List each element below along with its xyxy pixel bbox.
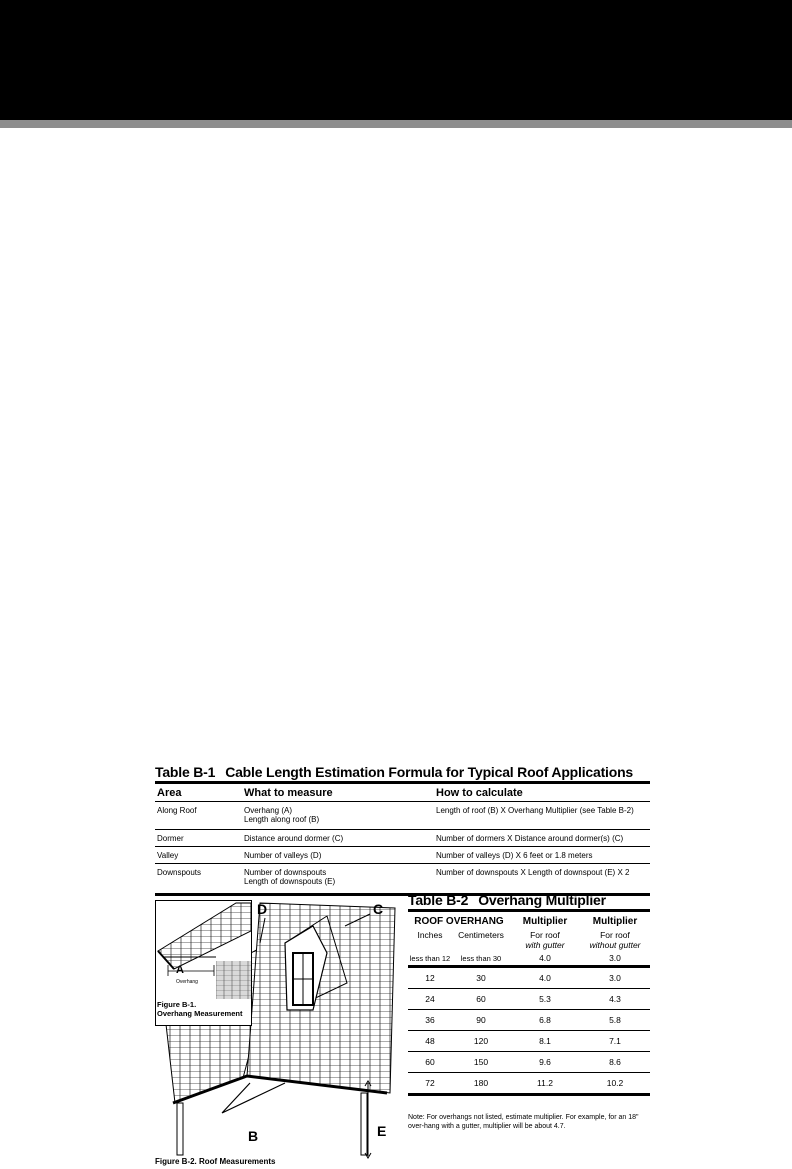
- table-cell: 4.3: [609, 994, 621, 1004]
- table-cell: 60: [425, 1057, 435, 1067]
- downspout-left: [177, 1103, 183, 1155]
- table-cell: 150: [473, 1057, 489, 1067]
- table-cell-line: Number of downspouts: [244, 868, 327, 877]
- label-c: C: [373, 901, 384, 917]
- table-row: [155, 864, 650, 893]
- header-line: For roof: [600, 930, 630, 940]
- table-cell: 7.1: [609, 1036, 621, 1046]
- table-cell: 5.8: [609, 1015, 621, 1025]
- table-cell-line: Overhang (A): [244, 806, 293, 815]
- header-black-band: [0, 0, 792, 120]
- header-line-italic: without gutter: [589, 940, 641, 950]
- table-b2-note: Note: For overhangs not listed, estimate multiplier. For example, for an 18" over-hang with a gutter, multiplier will be about 4.7.: [408, 1114, 639, 1130]
- label-a: A: [176, 964, 184, 976]
- table-cell-measure: [244, 868, 436, 890]
- table-b2-subheader: [408, 927, 650, 950]
- table-row: [408, 1031, 650, 1051]
- col-inches-header: Inches: [417, 930, 443, 940]
- figure-b1-caption-line: Overhang Measurement: [157, 1009, 243, 1018]
- table-row: [155, 847, 650, 863]
- table-cell: 3.0: [609, 973, 621, 983]
- downspout-right: [361, 1093, 367, 1155]
- header-gray-stripe: [0, 120, 792, 128]
- table-cell: 90: [476, 1015, 486, 1025]
- table-b1-header-measure: What to measure: [244, 787, 333, 799]
- table-b2-title-text: Overhang Multiplier: [478, 892, 606, 908]
- table-b2-title: [408, 892, 606, 908]
- inset-roof: [158, 903, 251, 969]
- table-row: [408, 1010, 650, 1030]
- table-cell: 180: [473, 1078, 489, 1088]
- table-row: [408, 968, 650, 988]
- table-cell: 24: [425, 994, 435, 1004]
- table-cell: 72: [425, 1078, 435, 1088]
- table-cell: 10.2: [606, 1078, 624, 1088]
- table-row: [155, 830, 650, 846]
- label-e: E: [377, 1123, 387, 1139]
- table-cell: 120: [473, 1036, 489, 1046]
- table-cell-calc: Length of roof (B) X Overhang Multiplier (see Table B-2): [436, 806, 634, 815]
- table-cell-measure: Distance around dormer (C): [244, 834, 344, 843]
- header-line-italic: with gutter: [525, 940, 565, 950]
- table-cell: 8.6: [609, 1057, 621, 1067]
- brick-wall: [216, 961, 251, 999]
- table-cell-line: Length of downspouts (E): [244, 877, 336, 886]
- table-cell-area: Downspouts: [157, 868, 202, 877]
- table-cell: 4.0: [539, 953, 551, 963]
- figure-b2-caption: Figure B-2. Roof Measurements: [155, 1157, 276, 1166]
- table-b1-header-calc: How to calculate: [436, 787, 523, 799]
- multiplier-header-2: Multiplier: [592, 916, 638, 927]
- table-b1-header-area: Area: [157, 787, 182, 799]
- table-cell-measure: [244, 806, 436, 826]
- table-b2-row-rule: [408, 1093, 650, 1096]
- table-cell-area: Along Roof: [157, 806, 197, 815]
- table-b1-title-text: Cable Length Estimation Formula for Typical Roof Applications: [225, 764, 634, 780]
- table-cell: 30: [476, 973, 486, 983]
- table-cell-area: Valley: [157, 851, 179, 860]
- header-line: For roof: [530, 930, 560, 940]
- multiplier-header-1: Multiplier: [522, 916, 568, 927]
- table-b1: [155, 781, 650, 896]
- col-with-gutter-header: [510, 930, 580, 950]
- table-row: [408, 1052, 650, 1072]
- table-b2-body: [408, 968, 650, 1096]
- table-row: [408, 1073, 650, 1093]
- arrow-b: [222, 1083, 285, 1113]
- table-b1-title: [155, 764, 633, 780]
- table-cell: 8.1: [539, 1036, 551, 1046]
- table-cell: 4.0: [539, 973, 551, 983]
- table-b2: [408, 909, 650, 1096]
- table-row: [155, 802, 650, 829]
- table-cell-measure: Number of valleys (D): [244, 851, 322, 860]
- table-cell-calc: Number of valleys (D) X 6 feet or 1.8 meters: [436, 851, 593, 860]
- table-cell: 12: [425, 973, 435, 983]
- table-cell: 3.0: [609, 953, 621, 963]
- label-overhang: Overhang: [176, 979, 198, 985]
- table-row: [408, 950, 650, 965]
- table-cell: 11.2: [537, 1078, 553, 1088]
- roof-overhang-header: ROOF OVERHANG: [414, 916, 504, 927]
- table-cell-line: Length along roof (B): [244, 815, 320, 824]
- col-without-gutter-header: [580, 930, 650, 950]
- table-b2-number: Table B-2: [408, 892, 469, 908]
- table-cell: 5.3: [539, 994, 551, 1004]
- table-b1-number: Table B-1: [155, 764, 216, 780]
- table-cell: 60: [476, 994, 486, 1004]
- table-cell: less than 12: [409, 954, 451, 963]
- table-cell: 6.8: [539, 1015, 551, 1025]
- table-cell-area: Dormer: [157, 834, 184, 843]
- table-cell-calc: Number of downspouts X Length of downspout (E) X 2: [436, 868, 630, 877]
- label-b: B: [248, 1128, 259, 1144]
- figure-b1-caption-line: Figure B-1.: [157, 1000, 197, 1009]
- table-cell: 9.6: [539, 1057, 551, 1067]
- col-cm-header: Centimeters: [458, 930, 504, 940]
- figure-b1-caption: [157, 1000, 242, 1018]
- table-cell: less than 30: [460, 954, 502, 963]
- table-b1-header-row: [155, 784, 650, 801]
- table-cell: 36: [425, 1015, 435, 1025]
- label-d: D: [257, 901, 268, 917]
- table-cell: 48: [425, 1036, 435, 1046]
- table-row: [408, 989, 650, 1009]
- table-b2-group-header: [408, 912, 650, 927]
- table-cell-calc: Number of dormers X Distance around dormer(s) (C): [436, 834, 624, 843]
